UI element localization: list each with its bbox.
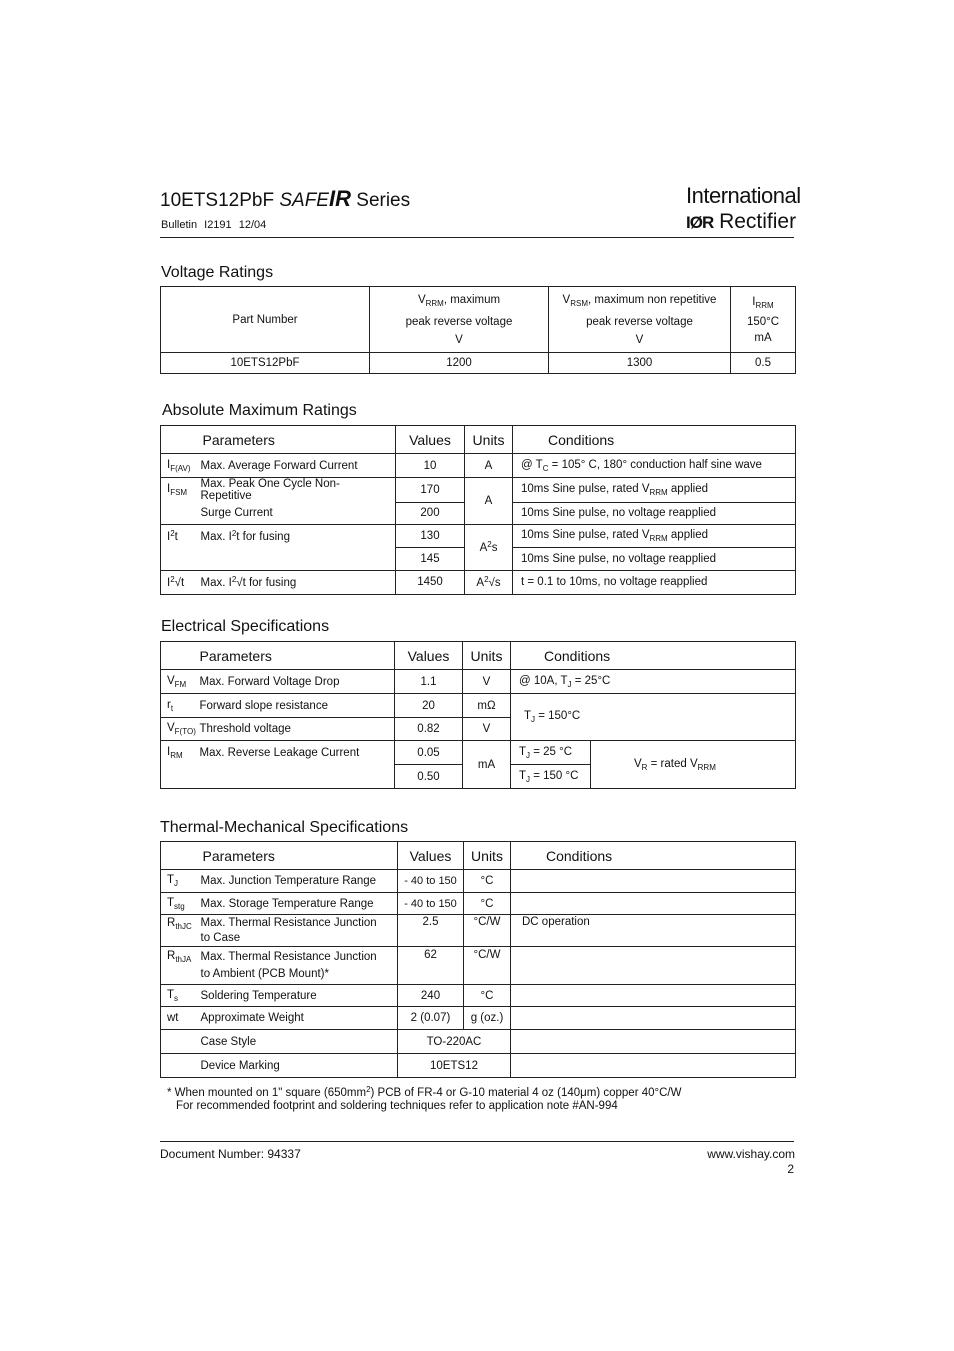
col-vrrm: $V_{RRM}$, maximum peak reverse voltage V [370,287,549,353]
table-header-row: Parameters Values Units Conditions [161,642,796,670]
absolute-maximum-ratings-table [160,425,796,595]
col-vrsm: $V_{RSM}$, maximum non repetitive peak reverse voltage V [549,287,731,353]
table-row: $I_{FSM}$ Max. Peak One Cycle Non-Repetitive 170 A 10ms Sine pulse, rated $V_{RRM}$ applied [161,478,796,503]
voltage-ratings-table [160,286,796,374]
col-irrm: $I_{RRM}$ 150°C mA [731,287,796,353]
table-row: $R_{thJA}$ Max. Thermal Resistance Junction to Ambient (PCB Mount)* 62 °C/W [161,947,796,985]
document-title: 10ETS12PbF SAFEIR Series [160,186,411,211]
company-logo-line1: International [686,183,801,208]
company-logo-line2: IØR Rectifier [686,210,797,233]
footnote-line2: For recommended footprint and soldering techniques refer to application note #AN-994 [176,1100,618,1112]
absolute-maximum-ratings-title: Absolute Maximum Ratings [162,402,357,419]
col-part-number: Part Number [161,287,370,353]
table-row: $T_{stg}$ Max. Storage Temperature Range - 40 to 150 °C [161,893,796,915]
page-number: 2 [787,1162,794,1176]
website-link[interactable]: www.vishay.com [707,1147,795,1161]
table-row: 10ETS12PbF 1200 1300 0.5 [161,353,796,374]
table-row: $R_{thJC}$ Max. Thermal Resistance Junction to Case 2.5 °C/W DC operation [161,915,796,947]
table-row: 145 10ms Sine pulse, no voltage reapplied [161,547,796,570]
thermal-mechanical-specifications-title: Thermal-Mechanical Specifications [160,819,409,836]
table-row: $I^2t$ Max. $I^2t$ for fusing 130 $A^2s$ 10ms Sine pulse, rated $V_{RRM}$ applied [161,524,796,547]
header-rule [160,237,794,238]
table-row: $V_{F(TO)}$ Threshold voltage 0.82 V [161,718,796,741]
table-row: $I_{F(AV)}$ Max. Average Forward Current 10 A @ $T_C = 105^\circ$ C, 180° conduction half sine wave [161,454,796,478]
table-header-row: Parameters Values Units Conditions [161,426,796,454]
table-row: Device Marking 10ETS12 [161,1054,796,1078]
table-header-row [161,287,796,353]
electrical-specifications-table [160,641,796,789]
thermal-mechanical-specifications-table [160,841,796,1078]
table-header-row: Parameters Values Units Conditions [161,842,796,870]
footer-rule [160,1141,794,1142]
electrical-specifications-title: Electrical Specifications [161,618,330,635]
table-row: wt Approximate Weight 2 (0.07) g (oz.) [161,1007,796,1030]
table-row: 0.50 $T_J = 150$ °C [161,765,796,789]
table-row: $T_J$ Max. Junction Temperature Range - 40 to 150 °C [161,870,796,893]
document-number: Document Number: 94337 [160,1147,301,1161]
table-row: $I^2√t$ Max. $I^2√t$ for fusing 1450 $A^2√s$ t = 0.1 to 10ms, no voltage reapplied [161,570,796,594]
bulletin-line: Bulletin I2191 12/04 [161,219,267,231]
voltage-ratings-title: Voltage Ratings [161,264,274,281]
table-row: $I_{RM}$ Max. Reverse Leakage Current 0.05 mA $T_J = 25$ °C $V_R$ = rated $V_{RRM}$ [161,741,796,765]
table-row: $r_t$ Forward slope resistance 20 mΩ $T_J = 150^\circ C$ [161,694,796,718]
footnote-line1: * When mounted on 1" square $(650mm^2)$ PCB of FR-4 or G-10 material 4 oz (140μm) copper 40°C/W [167,1085,682,1099]
table-row: $T_s$ Soldering Temperature 240 °C [161,985,796,1007]
table-row: Case Style TO-220AC [161,1030,796,1054]
table-row: $V_{FM}$ Max. Forward Voltage Drop 1.1 V @ 10A, $T_J = 25^\circ C$ [161,670,796,694]
table-row: Surge Current 200 10ms Sine pulse, no voltage reapplied [161,502,796,524]
ior-logo-mark: IØR [686,213,714,232]
